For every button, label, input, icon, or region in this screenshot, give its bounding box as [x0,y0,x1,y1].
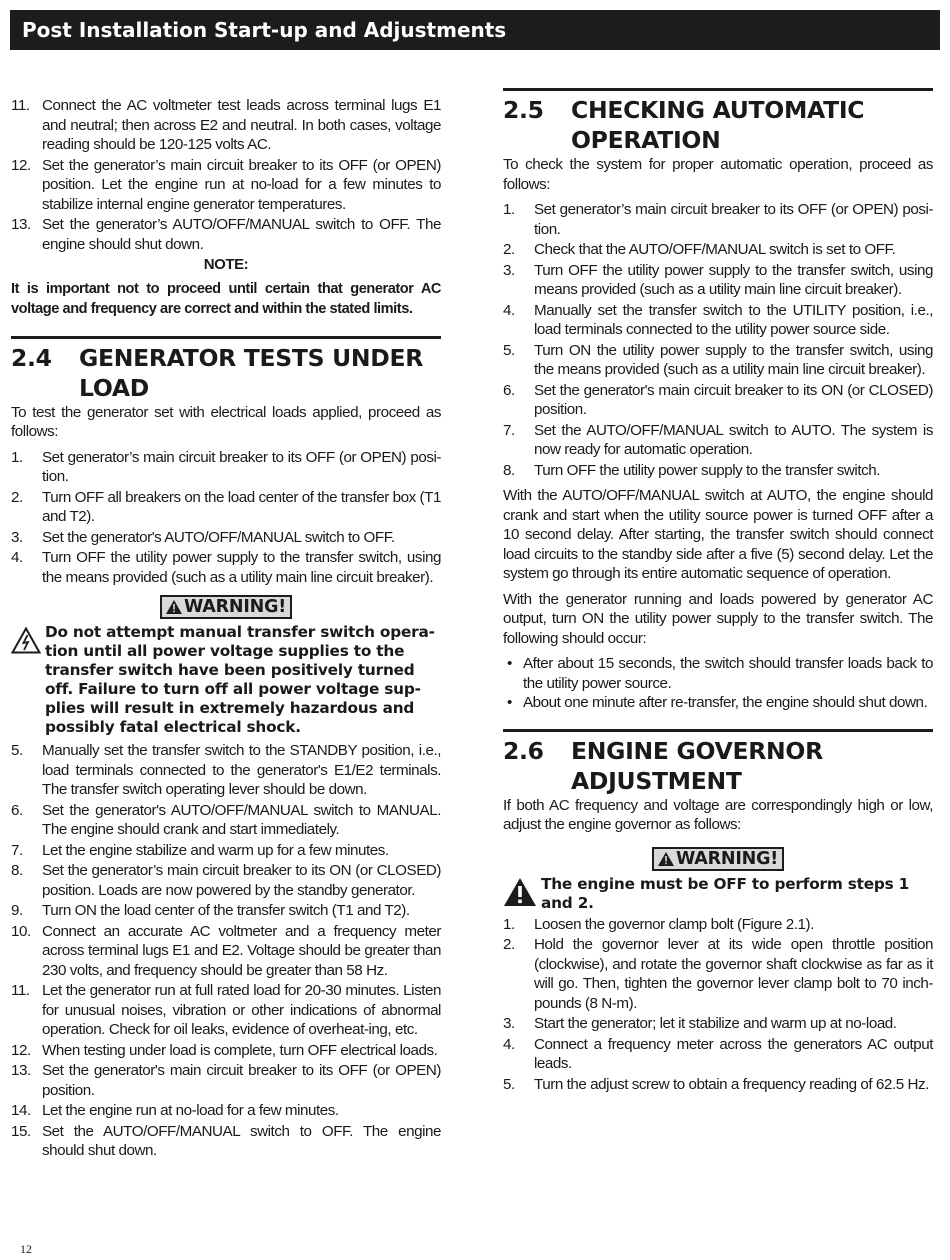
list-item: 7. Set the AUTO/OFF/MANUAL switch to AUTO. The system is now ready for automatic operation. [503,421,933,458]
caution-triangle-icon [503,877,537,907]
list-item: 9. Turn ON the load center of the transfer switch (T1 and T2). [11,902,410,919]
list-item: 13. Set the generator's main circuit breaker to its OFF (or OPEN) position. [11,1062,441,1099]
list-item: 5. Turn ON the utility power supply to the transfer switch, using the means provided (such as a utility main line circuit breaker). [503,341,933,378]
electric-shock-icon [11,627,41,654]
page-header: Post Installation Start-up and Adjustments [10,10,940,50]
paragraph: With the generator running and loads powered by generator AC output, turn ON the utility power supply to the transfer switch. The following should occur: [503,590,933,647]
warning-triangle-icon [658,852,674,866]
list-item: 15. Set the AUTO/OFF/MANUAL switch to OFF. The engine should shut down. [11,1122,441,1159]
list-item: 4. Turn OFF the utility power supply to the transfer switch, using the means provided (such as a utility main line circuit breaker). [11,549,441,586]
section-heading-2-6: 2.6 ENGINE GOVERNOR ADJUSTMENT [503,729,933,796]
list-item: 8. Turn OFF the utility power supply to the transfer switch. [503,461,881,479]
list-item: • About one minute after re-transfer, the engine should shut down. [507,694,928,711]
page-number: 12 [20,1242,32,1256]
list-item: 12. Set the generator’s main circuit breaker to its OFF (or OPEN) position. Let the engine run at no-load for a few minutes to stabilize internal engine generator temperatures. [11,156,441,213]
list-item: 10. Connect an accurate AC voltmeter and a frequency meter across terminal lugs E1 and E2. Voltage should be greater than 230 volts, and frequency should be greater than 58 Hz. [11,922,441,979]
right-column [503,88,933,1095]
steps-list-b [11,741,441,1161]
steps-list [503,915,933,1095]
list-item: 2. Check that the AUTO/OFF/MANUAL switch is set to OFF. [503,241,896,258]
list-item: 4. Connect a frequency meter across the generators AC output leads. [503,1035,933,1072]
warning-block: The engine must be OFF to perform steps 1 and 2. [503,875,933,913]
list-item: 12. When testing under load is complete, turn OFF electrical loads. [11,1041,438,1059]
section-heading-2-5: 2.5 CHECKING AUTOMATIC OPERATION [503,88,933,155]
continued-steps-list [11,96,441,254]
paragraph: With the AUTO/OFF/MANUAL switch at AUTO, the engine should crank and start when the utility source power is turned OFF after a 10 second delay. After starting, the transfer switch should connect load circuits to the standby side after a five (5) second delay. Let the system go through its entire automatic sequence of operation. [503,487,933,582]
list-item: 3. Turn OFF the utility power supply to the transfer switch, using means provided (such as a utility main line circuit breaker). [503,261,933,298]
list-item: 6. Set the generator's main circuit breaker to its ON (or CLOSED) position. [503,381,933,418]
list-item: 11. Let the generator run at full rated load for 20-30 minutes. Listen for unusual noises, vibration or other indications of abnormal operation. Check for oil leaks, evidence of overheat-ing, etc. [11,982,441,1038]
section-intro: To test the generator set with electrical loads applied, proceed as follows: [11,403,441,440]
section-intro: If both AC frequency and voltage are correspondingly high or low, adjust the engine governor as follows: [503,796,933,833]
list-item: 1. Loosen the governor clamp bolt (Figure 2.1). [503,915,814,933]
steps-list-a [11,448,441,588]
list-item: 5. Manually set the transfer switch to the STANDBY position, i.e., load terminals connected to the generator's E1/E2 terminals. The transfer switch operating lever should be down. [11,742,441,798]
list-item: 14. Let the engine run at no-load for a few minutes. [11,1102,339,1119]
list-item: 5. Turn the adjust screw to obtain a frequency reading of 62.5 Hz. [503,1075,929,1093]
bullet-list [503,654,933,713]
left-column [11,96,441,1162]
warning-triangle-icon [166,600,182,614]
note-text: It is important not to proceed until certain that generator AC voltage and frequency are correct and within the stated limits. [11,280,441,317]
section-intro: To check the system for proper automatic operation, proceed as follows: [503,156,933,193]
section-heading-2-4: 2.4 GENERATOR TESTS UNDER LOAD [11,336,441,403]
list-item: 4. Manually set the transfer switch to the UTILITY position, i.e., load terminals connected to the utility power source side. [503,301,933,338]
list-item: 1. Set generator’s main circuit breaker to its OFF (or OPEN) posi-tion. [11,448,441,485]
warning-block: Do not attempt manual transfer switch opera-tion until all power voltage supplies to the transfer switch have been positively turned off. Failure to turn off all power voltage sup-plies will result in extremely hazardous and possibly fatal electrical shock. [11,623,441,737]
list-item: 2. Hold the governor lever at its wide open throttle position (clockwise), and rotate the governor shaft clockwise as far as it will go. Then, tighten the governor lever clamp bolt to 70 inch-pounds (8 N-m). [503,936,933,1012]
list-item: 11. Connect the AC voltmeter test leads across terminal lugs E1 and neutral; then across E2 and neutral. In both cases, voltage reading should be 120-125 volts AC. [11,97,441,153]
list-item: 8. Set the generator’s main circuit breaker to its ON (or CLOSED) position. Loads are now powered by the standby generator. [11,862,441,899]
warning-label: WARNING! [652,847,784,871]
list-item: 1. Set generator’s main circuit breaker to its OFF (or OPEN) posi-tion. [503,201,933,238]
list-item: • After about 15 seconds, the switch should transfer loads back to the utility power source. [507,655,933,692]
list-item: 2. Turn OFF all breakers on the load center of the transfer box (T1 and T2). [11,488,441,525]
list-item: 13. Set the generator’s AUTO/OFF/MANUAL switch to OFF. The engine should shut down. [11,216,441,253]
list-item: 6. Set the generator's AUTO/OFF/MANUAL switch to MANUAL. The engine should crank and start immediately. [11,801,441,838]
list-item: 7. Let the engine stabilize and warm up for a few minutes. [11,841,389,859]
list-item: 3. Start the generator; let it stabilize and warm up at no-load. [503,1015,897,1032]
warning-label: WARNING! [160,595,292,619]
list-item: 3. Set the generator's AUTO/OFF/MANUAL switch to OFF. [11,528,395,546]
steps-list [503,200,933,480]
note-heading: NOTE: [203,256,249,273]
